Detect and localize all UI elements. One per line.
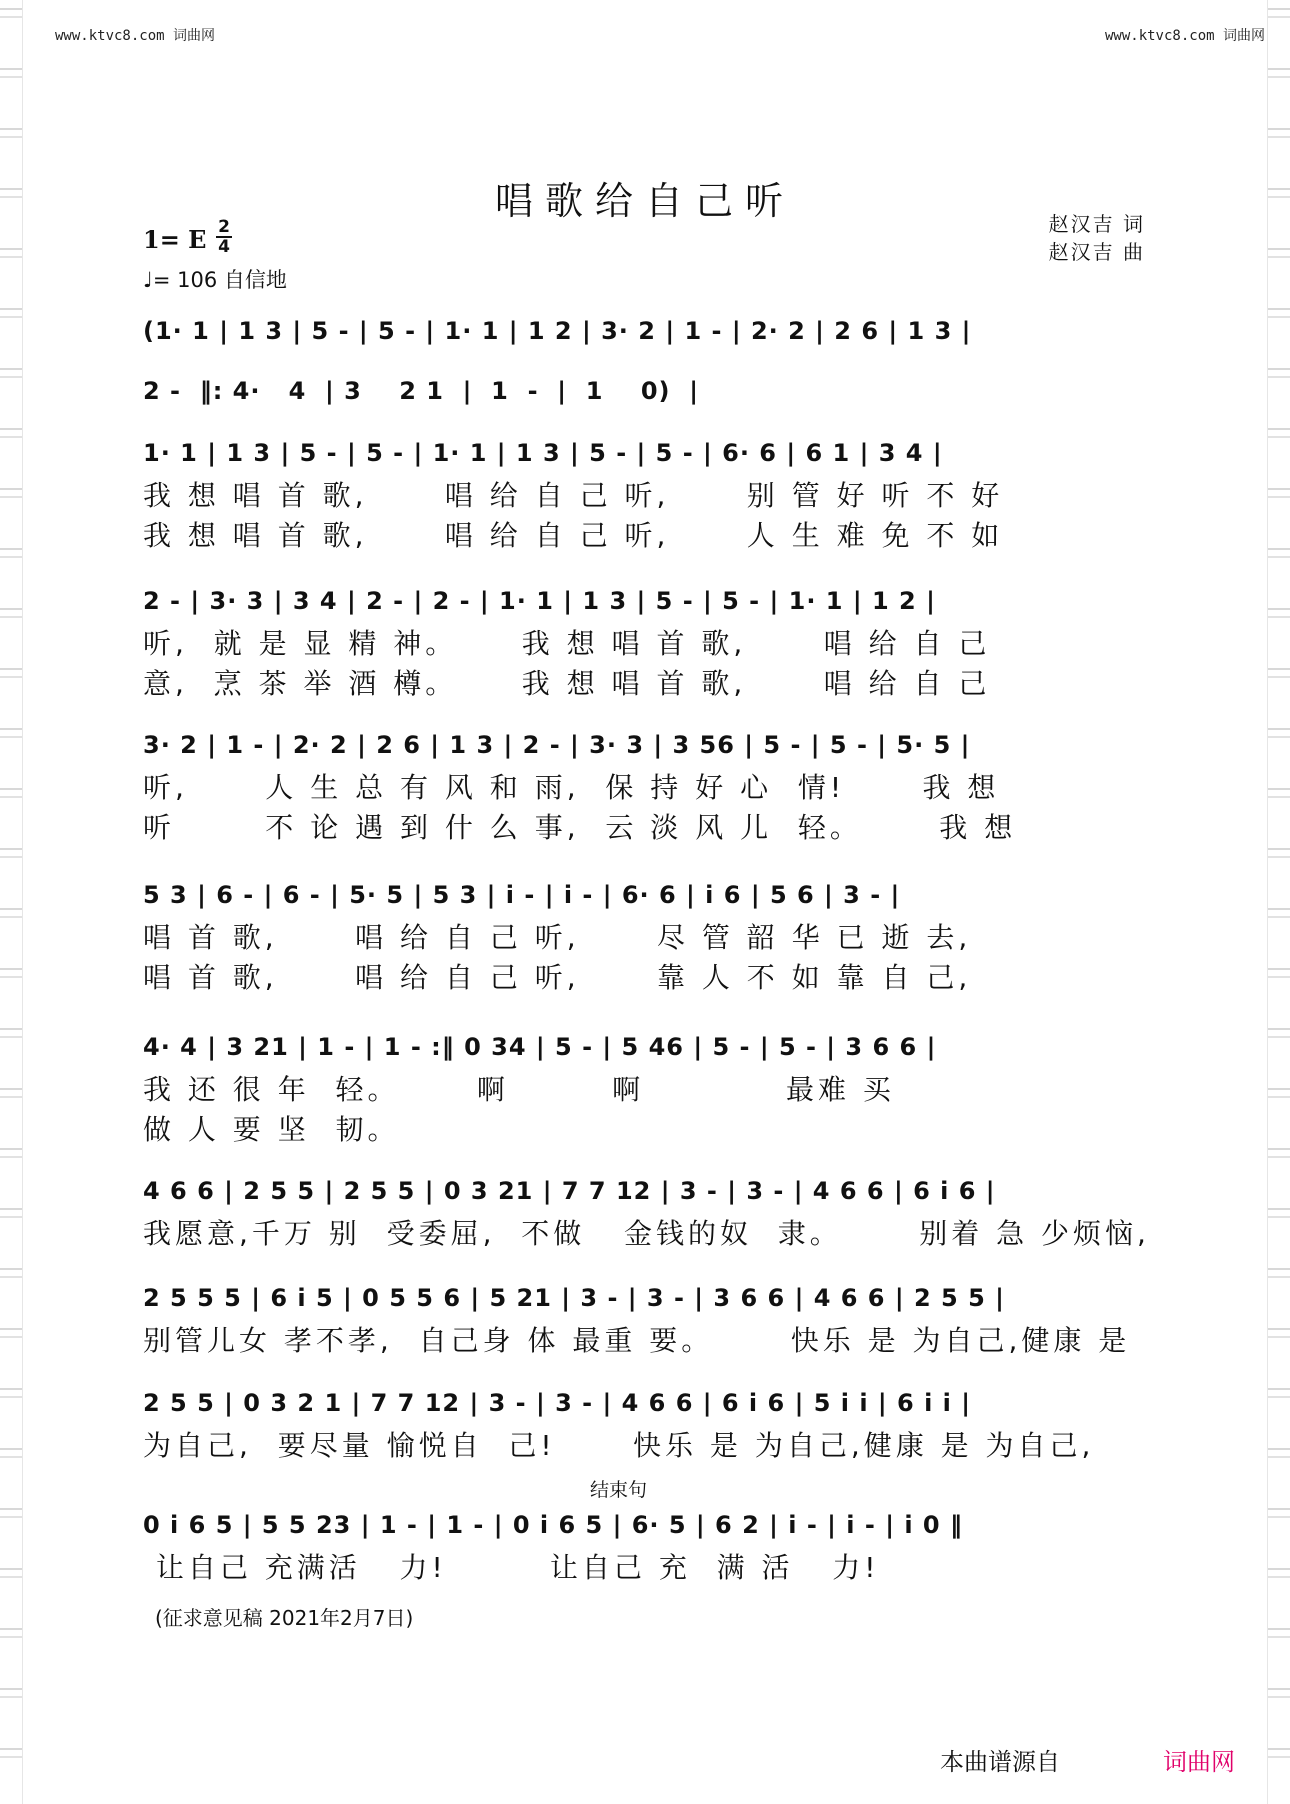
left-watermark-strip (0, 0, 23, 1804)
time-signature (213, 218, 235, 256)
song-title: 唱歌给自己听 (494, 179, 795, 224)
score-system (143, 1024, 1148, 1150)
score-system (143, 430, 1148, 556)
composer-credit: 赵汉吉 曲 (1048, 240, 1145, 264)
lyric-line-1: 听, 人 生 总 有 风 和 雨, 保 持 好 心 情! 我 想 (143, 771, 1000, 804)
lyric-line-2: 做 人 要 坚 韧。 (143, 1113, 400, 1146)
score-system (143, 308, 1148, 354)
score-system (143, 1380, 1148, 1466)
lyric-line-2: 听 不 论 遇 到 什 么 事, 云 淡 风 儿 轻。 我 想 (143, 811, 1017, 844)
watermark-top-right: www.ktvc8.com 词曲网 (1104, 28, 1265, 44)
lyric-line-1: 我 还 很 年 轻。 啊 啊 最难 买 (143, 1073, 895, 1106)
score-system (143, 722, 1148, 848)
lyricist-credit: 赵汉吉 词 (1048, 212, 1145, 236)
score-system (143, 872, 1148, 998)
lyric-line-1: 别管儿女 孝不孝, 自己身 体 最重 要。 快乐 是 为自己,健康 是 (143, 1324, 1131, 1357)
credits (1049, 210, 1145, 266)
lyric-line-1: 唱 首 歌, 唱 给 自 己 听, 尽 管 韶 华 已 逝 去, (143, 921, 972, 954)
notation-line: 4· 4 | 3 21 | 1 - | 1 - :‖ 0 34 | 5 - | 5 46 | 5 - | 5 - | 3 6 6 | (143, 1033, 937, 1061)
lyric-line-1: 我 想 唱 首 歌, 唱 给 自 己 听, 别 管 好 听 不 好 (143, 479, 1004, 512)
notation-line: 2 - | 3· 3 | 3 4 | 2 - | 2 - | 1· 1 | 1 3 | 5 - | 5 - | 1· 1 | 1 2 | (143, 587, 936, 615)
right-watermark-strip (1267, 0, 1290, 1804)
lyric-line-1: 我愿意,千万 别 受委屈, 不做 金钱的奴 隶。 别着 急 少烦恼, (143, 1217, 1150, 1250)
score-system (143, 1275, 1148, 1361)
ending-label: 结束句 (590, 1479, 648, 1501)
lyric-line-2: 我 想 唱 首 歌, 唱 给 自 己 听, 人 生 难 免 不 如 (143, 519, 1004, 552)
lyric-line-1: 让自己 充满活 力! 让自己 充 满 活 力! (143, 1551, 880, 1584)
watermark-top-left: www.ktvc8.com 词曲网 (55, 28, 216, 44)
key-signature: 1= E (143, 225, 207, 254)
lyric-line-2: 意, 烹 茶 举 酒 樽。 我 想 唱 首 歌, 唱 给 自 己 (143, 667, 991, 700)
score-system (143, 368, 1148, 414)
source-label: 本曲谱源自 (940, 1748, 1060, 1776)
time-signature-top: 2 (218, 217, 230, 237)
notation-line: 3· 2 | 1 - | 2· 2 | 2 6 | 1 3 | 2 - | 3· 3 | 3 56 | 5 - | 5 - | 5· 5 | (143, 731, 971, 759)
score-system (143, 1168, 1148, 1254)
notation-line: 2 5 5 5 | 6 i 5 | 0 5 5 6 | 5 21 | 3 - | 3 - | 3 6 6 | 4 6 6 | 2 5 5 | (143, 1284, 1005, 1312)
score-system (143, 1502, 1148, 1588)
source-site-link[interactable]: 词曲网 (1163, 1748, 1235, 1776)
tempo-marking: ♩= 106 自信地 (143, 268, 287, 292)
time-signature-bottom: 4 (218, 237, 230, 257)
lyric-line-1: 为自己, 要尽量 愉悦自 己! 快乐 是 为自己,健康 是 为自己, (143, 1429, 1095, 1462)
draft-note: (征求意见稿 2021年2月7日) (155, 1606, 414, 1630)
notation-line: 2 - ‖: 4· 4 | 3 2 1 | 1 - | 1 0) | (143, 377, 699, 405)
notation-line: 5 3 | 6 - | 6 - | 5· 5 | 5 3 | i - | i - | 6· 6 | i 6 | 5 6 | 3 - | (143, 881, 901, 909)
lyric-line-1: 听, 就 是 显 精 神。 我 想 唱 首 歌, 唱 给 自 己 (143, 627, 991, 660)
notation-line: 0 i 6 5 | 5 5 23 | 1 - | 1 - | 0 i 6 5 | 6· 5 | 6 2 | i - | i - | i 0 ‖ (143, 1511, 963, 1539)
notation-line: 1· 1 | 1 3 | 5 - | 5 - | 1· 1 | 1 3 | 5 - | 5 - | 6· 6 | 6 1 | 3 4 | (143, 439, 943, 467)
score-system (143, 578, 1148, 704)
lyric-line-2: 唱 首 歌, 唱 给 自 己 听, 靠 人 不 如 靠 自 己, (143, 961, 972, 994)
notation-line: 2 5 5 | 0 3 2 1 | 7 7 12 | 3 - | 3 - | 4 6 6 | 6 i 6 | 5 i i | 6 i i | (143, 1389, 972, 1417)
notation-line: 4 6 6 | 2 5 5 | 2 5 5 | 0 3 21 | 7 7 12 | 3 - | 3 - | 4 6 6 | 6 i 6 | (143, 1177, 996, 1205)
notation-line: (1· 1 | 1 3 | 5 - | 5 - | 1· 1 | 1 2 | 3· 2 | 1 - | 2· 2 | 2 6 | 1 3 | (143, 317, 972, 345)
